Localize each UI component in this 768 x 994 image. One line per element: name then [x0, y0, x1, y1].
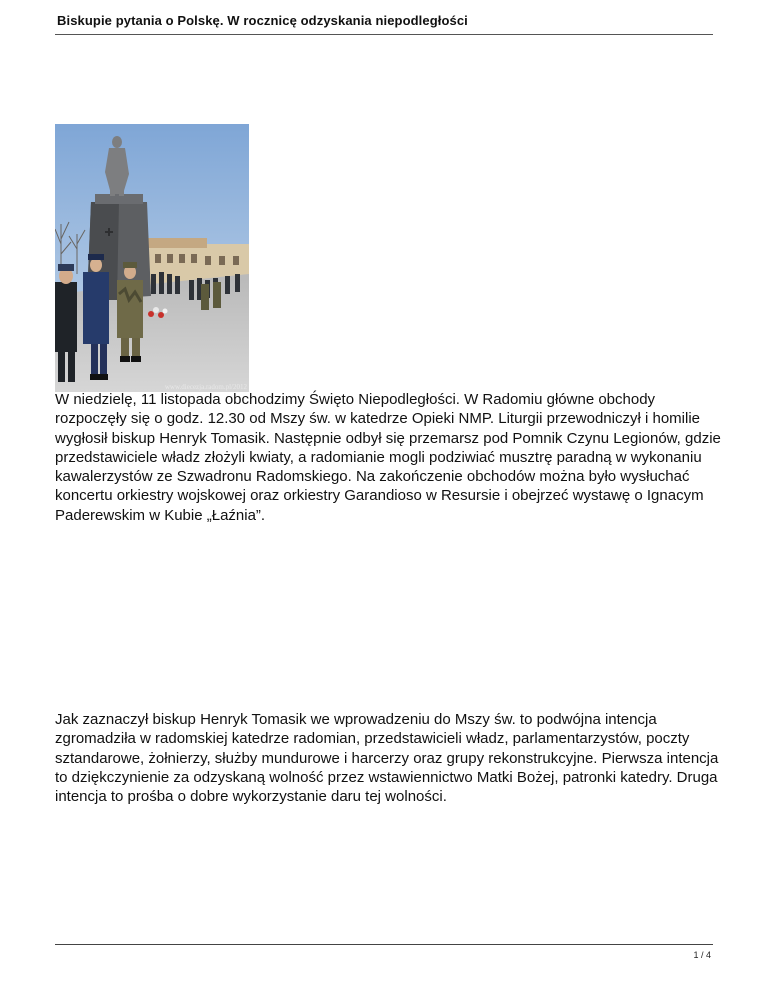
article-photo [55, 124, 249, 392]
article-paragraph: Jak zaznaczył biskup Henryk Tomasik we wprowadzeniu do Mszy św. to podwójna intencja zgromadziła w radomskiej katedrze radomian, przedstawicieli władz, parlamentarzystów, poczty sztandarowe, żołnierzy, służby mundurowe i harcerzy oraz grupy rekonstrukcyjne. Pierwsza intencja to dziękczynienie za odzyskaną wolność przez wstawiennictwo Matki Bożej, patronki katedry. Druga intencja to prośba o dobre wykorzystanie daru tej wolności. [55, 711, 719, 806]
article-paragraph: W niedzielę, 11 listopada obchodzimy Święto Niepodległości. W Radomiu główne obchody rozpoczęły się o godz. 12.30 od Mszy św. w katedrze Opieki NMP. Liturgii przewodniczył i homilie wygłosił biskup Henryk Tomasik. Następnie odbył się przemarsz pod Pomnik Czynu Legionów, gdzie przedstawiciele władz złożyli kwiaty, a radomianie mogli podziwiać musztrę paradną w wykonaniu kawalerzystów ze Szwadronu Radomskiego. Na zakończenie obchodów można było wysłuchać koncertu orkiestry wojskowej oraz orkiestry Garandioso w Resursie i obejrzeć wystawę o Ignacym Paderewskim w Kubie „Łaźnia”. [55, 391, 721, 524]
header-divider [55, 34, 713, 35]
photo-watermark: www.diecezja.radom.pl/2012 [164, 383, 247, 391]
monument-ceremony-illustration [55, 124, 249, 392]
document-title: Biskupie pytania o Polskę. W rocznicę odzyskania niepodległości [57, 13, 468, 28]
page-number: 1 / 4 [693, 950, 711, 960]
footer-divider [55, 944, 713, 945]
